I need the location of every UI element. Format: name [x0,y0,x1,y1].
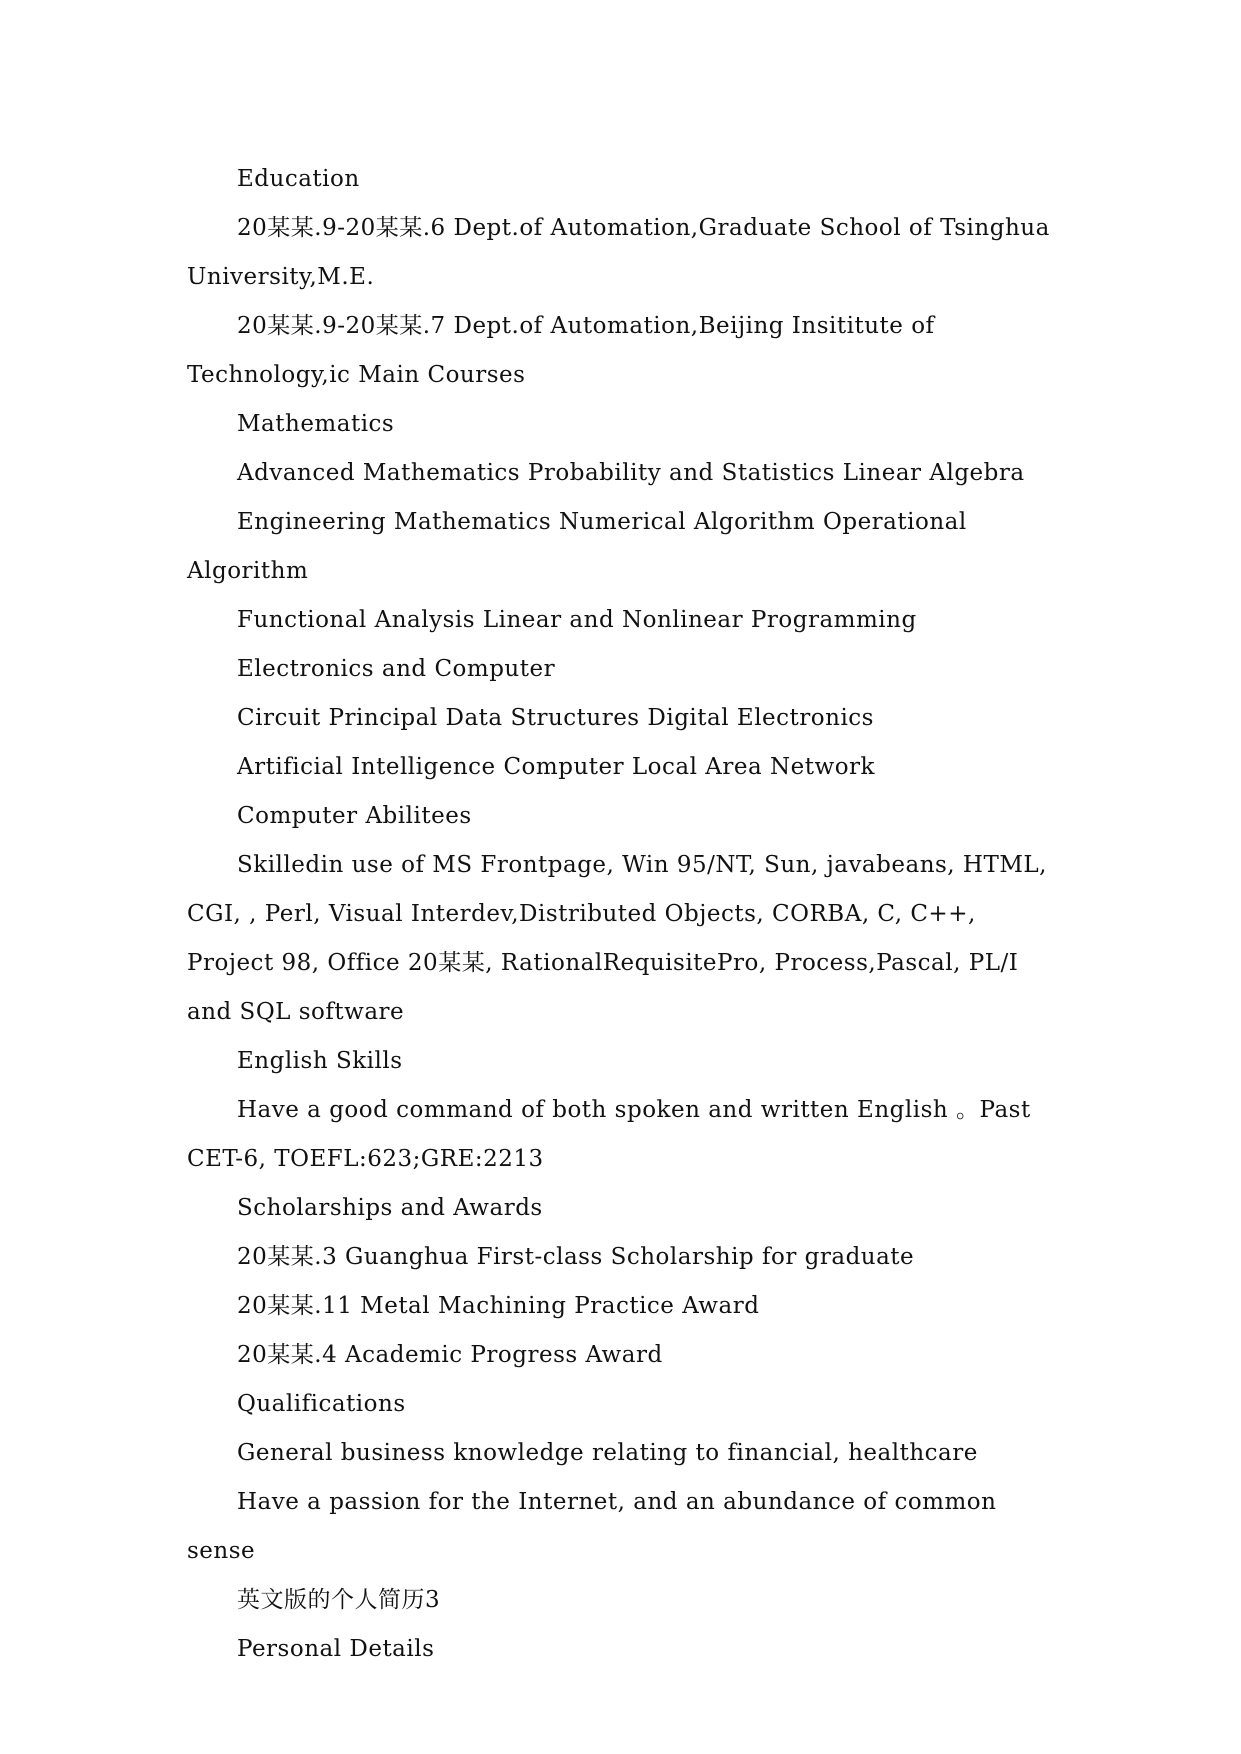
qualification-line: Have a passion for the Internet, and an abundance of common sense [187,1489,1005,1564]
computer-skills-text: Skilledin use of MS Frontpage, Win 95/NT, Sun, javabeans, HTML, CGI, , Perl, Visual Interdev,Distributed Objects, CORBA, C, C++, Project 98, Office 20某某, RationalRequisitePro, Process,Pascal, PL/I and SQL software [187,852,1055,1025]
course-line: Circuit Principal Data Structures Digital Electronics [237,705,874,731]
course-line: Functional Analysis Linear and Nonlinear Programming [237,607,917,633]
qualification-line: General business knowledge relating to financial, healthcare [237,1440,978,1466]
course-line: Engineering Mathematics Numerical Algorithm Operational Algorithm [187,509,975,584]
education-entry-tsinghua: 20某某.9-20某某.6 Dept.of Automation,Graduate School of Tsinghua University,M.E. [187,215,1058,290]
education-entry-bit: 20某某.9-20某某.7 Dept.of Automation,Beijing Insititute of Technology,ic Main Courses [187,313,943,388]
english-skills-text: Have a good command of both spoken and written English 。Past CET-6, TOEFL:623;GRE:2213 [187,1097,1039,1172]
section-heading-qualifications: Qualifications [237,1391,406,1417]
section-heading-awards: Scholarships and Awards [237,1195,543,1221]
award-entry: 20某某.4 Academic Progress Award [237,1342,663,1368]
course-line: Advanced Mathematics Probability and Statistics Linear Algebra [237,460,1025,486]
section-heading-personal-details: Personal Details [237,1636,435,1662]
course-line: Artificial Intelligence Computer Local Area Network [237,754,875,780]
course-group-electronics: Electronics and Computer [237,656,556,682]
resume-sample-title: 英文版的个人简历3 [237,1587,441,1613]
section-heading-education: Education [237,166,360,192]
course-group-mathematics: Mathematics [237,411,395,437]
award-entry: 20某某.3 Guanghua First-class Scholarship for graduate [237,1244,915,1270]
section-heading-english-skills: English Skills [237,1048,403,1074]
award-entry: 20某某.11 Metal Machining Practice Award [237,1293,760,1319]
document-body [187,155,1067,1674]
section-heading-computer-abilities: Computer Abilitees [237,803,472,829]
